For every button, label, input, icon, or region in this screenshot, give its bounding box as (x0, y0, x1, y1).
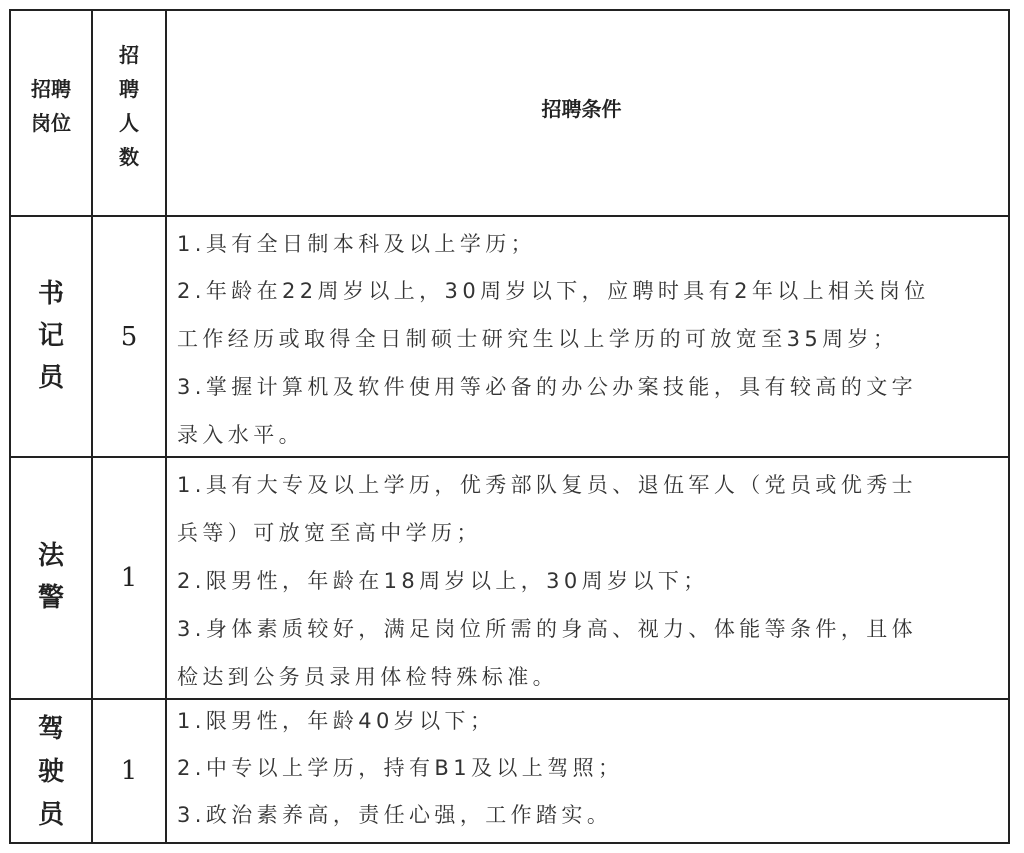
condition-line: 2.中专以上学历，持有B1及以上驾照； (177, 756, 624, 780)
recruitment-table (9, 9, 1010, 844)
header-count-char: 聘 (119, 77, 139, 101)
header-position-line: 岗位 (31, 111, 71, 135)
row-conditions-clerk (177, 217, 1007, 456)
row-count-bailiff (93, 458, 165, 698)
header-conditions-label: 招聘条件 (541, 97, 622, 121)
condition-line: 检达到公务员录用体检特殊标准。 (177, 665, 558, 689)
count-value: 5 (120, 321, 138, 352)
header-count (93, 11, 165, 215)
row-conditions-bailiff (177, 458, 1007, 698)
row-conditions-driver (177, 700, 1007, 842)
header-position (11, 11, 91, 215)
header-count-char: 人 (119, 111, 139, 135)
header-conditions (167, 11, 1008, 215)
position-char: 驾 (37, 713, 64, 744)
condition-line: 1.限男性，年龄40岁以下； (177, 709, 496, 733)
row-count-clerk (93, 217, 165, 456)
position-char: 员 (37, 799, 64, 830)
position-char: 警 (37, 583, 64, 613)
condition-line: 2.限男性，年龄在18周岁以上，30周岁以下； (177, 569, 709, 593)
condition-line: 兵等）可放宽至高中学历； (177, 521, 482, 545)
row-position-driver (11, 700, 91, 842)
condition-line: 1.具有全日制本科及以上学历； (177, 232, 537, 256)
header-count-char: 招 (119, 43, 139, 67)
condition-line: 1.具有大专及以上学历，优秀部队复员、退伍军人（党员或优秀士 (177, 473, 918, 497)
header-count-char: 数 (119, 145, 139, 169)
condition-line: 3.身体素质较好，满足岗位所需的身高、视力、体能等条件，且体 (177, 617, 918, 641)
row-count-driver (93, 700, 165, 842)
condition-line: 2.年龄在22周岁以上，30周岁以下，应聘时具有2年以上相关岗位 (177, 279, 930, 303)
condition-line: 3.掌握计算机及软件使用等必备的办公办案技能，具有较高的文字 (177, 375, 918, 399)
position-char: 法 (37, 541, 64, 571)
count-value: 1 (120, 563, 138, 593)
condition-line: 录入水平。 (177, 423, 304, 447)
condition-line: 3.政治素养高，责任心强，工作踏实。 (177, 803, 613, 827)
header-position-line: 招聘 (31, 77, 71, 101)
row-position-clerk (11, 217, 91, 456)
position-char: 书 (37, 278, 64, 309)
condition-line: 工作经历或取得全日制硕士研究生以上学历的可放宽至35周岁； (177, 327, 899, 351)
position-char: 员 (37, 362, 64, 393)
count-value: 1 (120, 756, 138, 786)
position-char: 驶 (37, 756, 64, 787)
position-char: 记 (37, 320, 64, 351)
row-position-bailiff (11, 458, 91, 698)
